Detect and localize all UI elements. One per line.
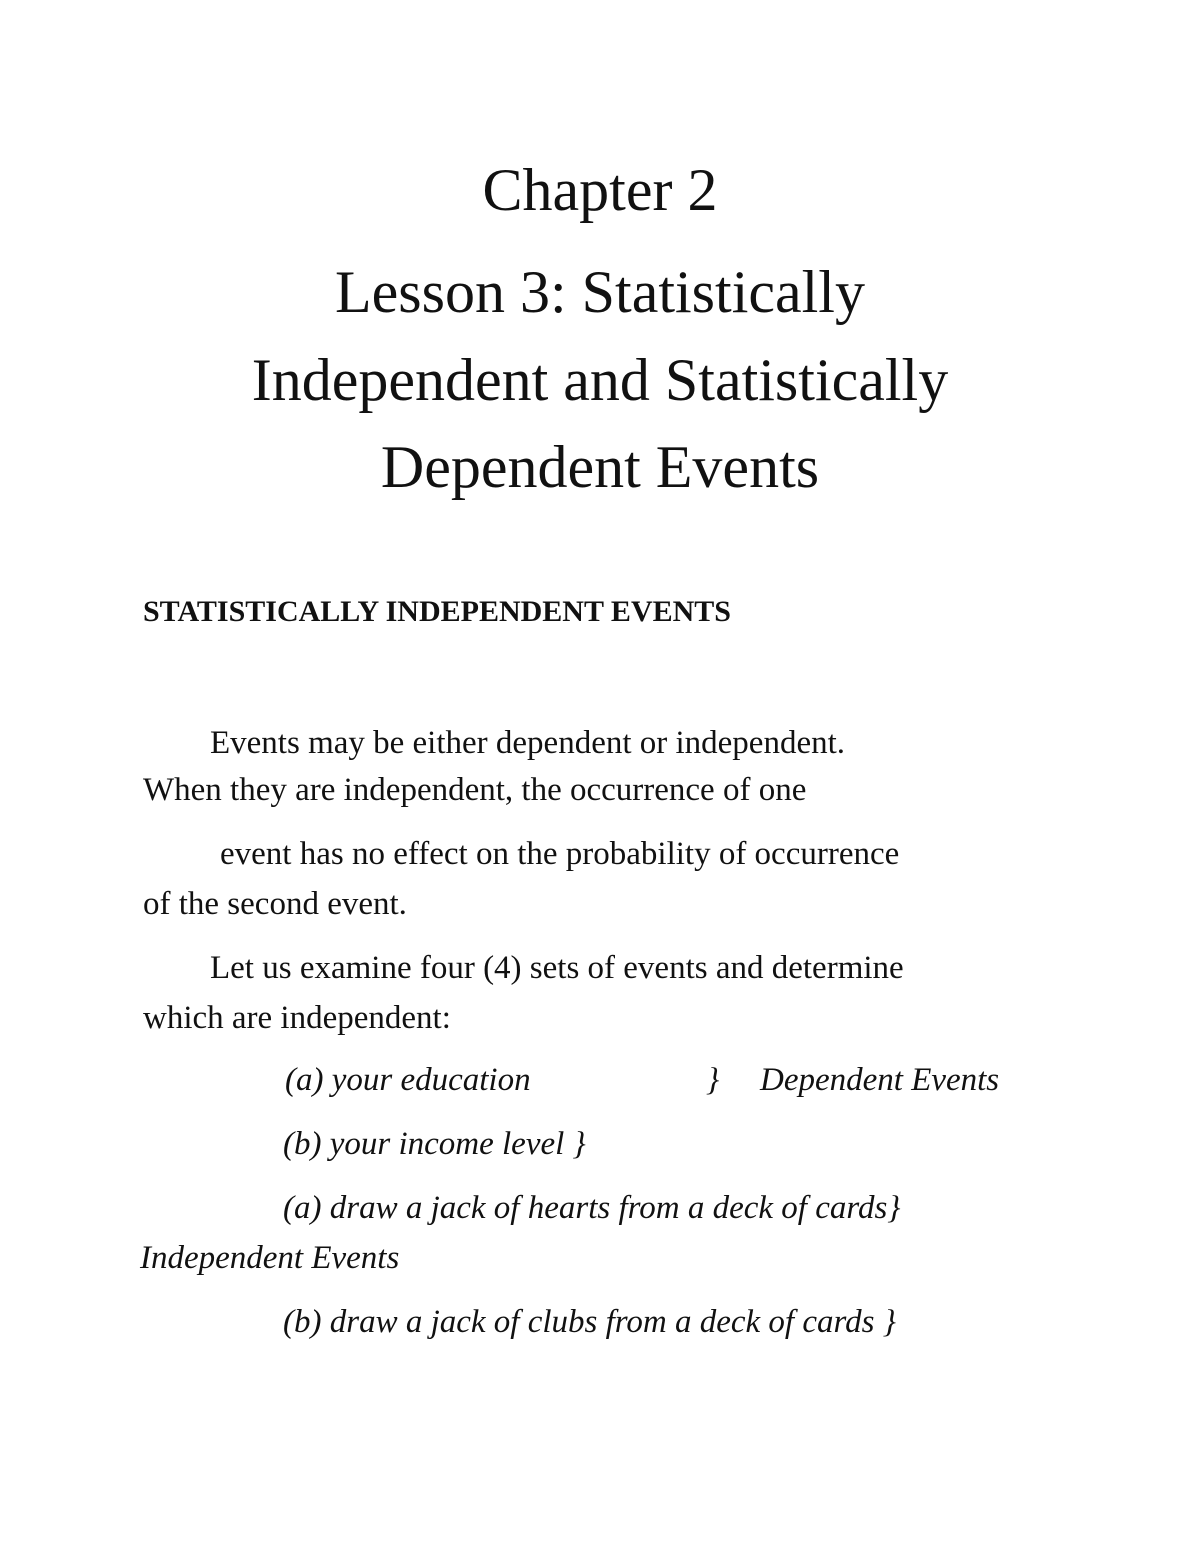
paragraph-line: event has no effect on the probability of occurrence bbox=[220, 836, 900, 872]
example-set2-label: Independent Events bbox=[140, 1240, 400, 1276]
lesson-title-line-2: Independent and Statistically bbox=[251, 347, 949, 413]
paragraph-line: Let us examine four (4) sets of events and determine bbox=[210, 950, 904, 986]
example-set2-b: (b) draw a jack of clubs from a deck of cards } bbox=[283, 1304, 896, 1340]
example-set2-a: (a) draw a jack of hearts from a deck of cards} bbox=[283, 1190, 901, 1226]
paragraph-line: of the second event. bbox=[143, 886, 407, 922]
paragraph-line: Events may be either dependent or independent. bbox=[210, 725, 846, 761]
chapter-title: Chapter 2 bbox=[482, 157, 718, 223]
paragraph-line: which are independent: bbox=[143, 1000, 451, 1036]
lesson-title-line-1: Lesson 3: Statistically bbox=[335, 259, 865, 325]
example-set1-b: (b) your income level } bbox=[283, 1126, 586, 1162]
section-heading: STATISTICALLY INDEPENDENT EVENTS bbox=[143, 595, 731, 628]
example-set1-label: Dependent Events bbox=[760, 1062, 1000, 1098]
example-set1-brace: } bbox=[706, 1062, 720, 1098]
lesson-title-line-3: Dependent Events bbox=[380, 434, 820, 500]
paragraph-line: When they are independent, the occurrence of one bbox=[143, 772, 807, 808]
example-set1-a: (a) your education bbox=[285, 1062, 531, 1098]
